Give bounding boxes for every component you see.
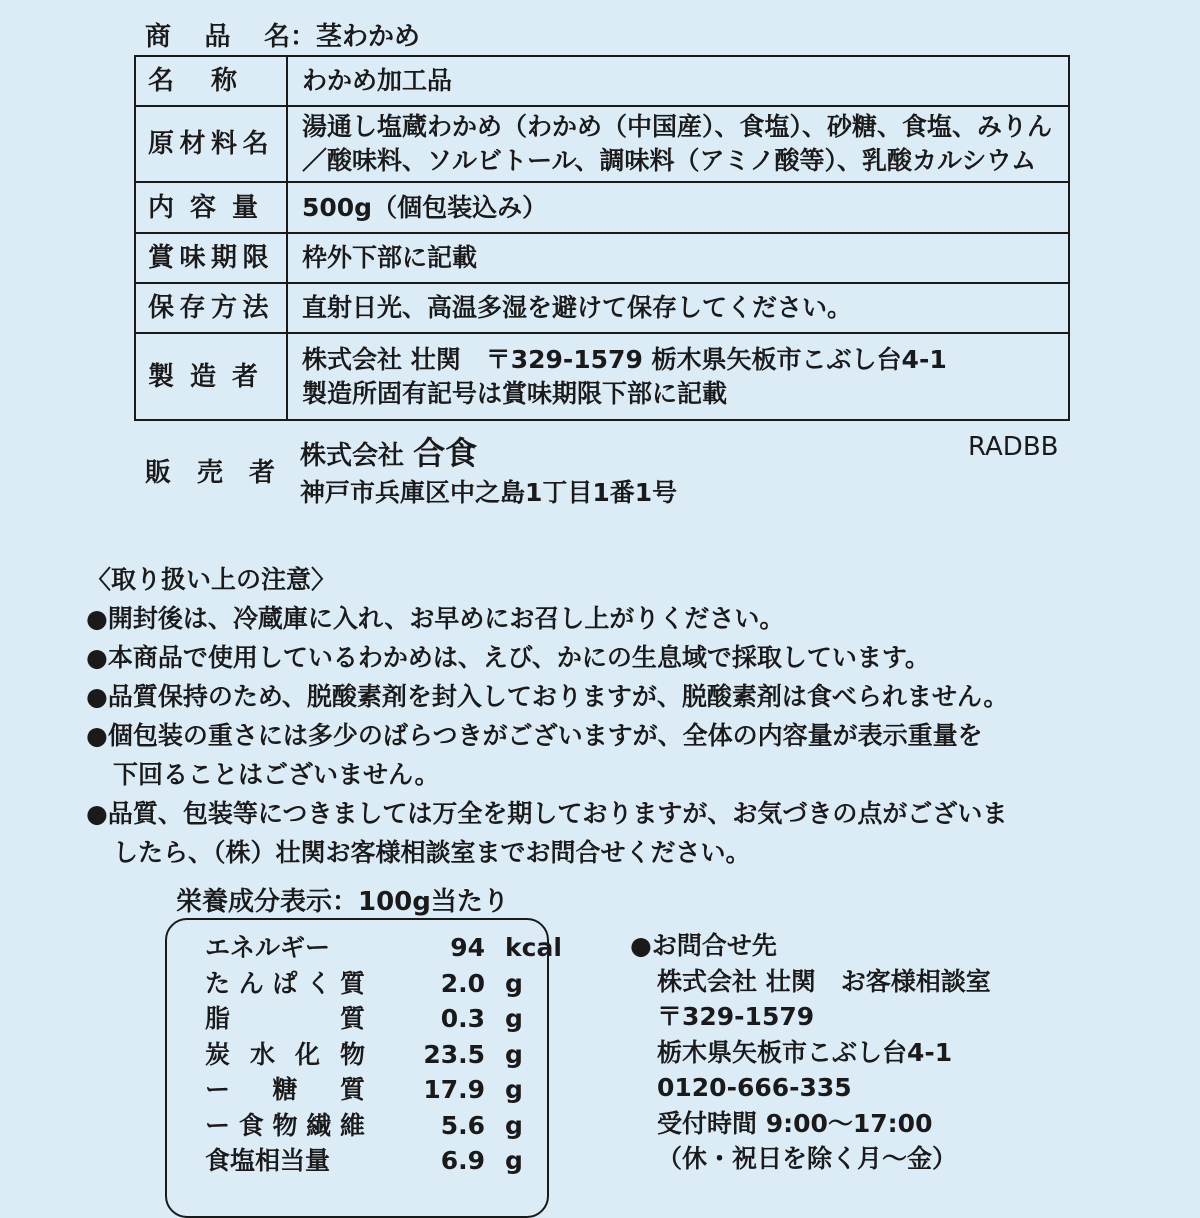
notes-item-line: ●開封後は、冷蔵庫に入れ、お早めにお召し上がりください。: [86, 604, 785, 633]
nutrition-unit: g: [505, 968, 523, 998]
table-value-line: 枠外下部に記載: [302, 243, 478, 272]
seller-company-prefix: 株式会社: [300, 441, 405, 471]
seller-label: 販 売 者: [145, 458, 275, 488]
table-row: [136, 183, 1068, 234]
nutrition-value: 6.9: [440, 1146, 485, 1175]
product-name-value: 茎わかめ: [316, 22, 421, 52]
table-row: [136, 107, 1068, 183]
table-row-value: [302, 107, 1060, 181]
product-name-row: [145, 20, 420, 54]
table-row-value: [302, 57, 1060, 105]
product-name-label: 商 品 名: [145, 22, 290, 52]
table-value-line: 株式会社 壮関 〒329-1579 栃木県矢板市こぶし台4-1: [302, 344, 947, 374]
contact-line: 0120-666-335: [657, 1073, 852, 1102]
table-row-value: [302, 284, 1060, 332]
nutrition-table: [165, 918, 562, 1218]
nutrition-unit: kcal: [505, 933, 562, 962]
table-value-line: 製造所固有記号は賞味期限下部に記載: [302, 378, 728, 408]
table-row-label: 名 称: [136, 57, 288, 105]
nutrition-title: 栄養成分表示：100g当たり: [176, 887, 509, 917]
nutrition-value: 94: [450, 933, 485, 962]
nutrition-value: 17.9: [423, 1075, 485, 1104]
table-value-line: 直射日光、高温多湿を避けて保存してください。: [302, 293, 853, 322]
nutrition-unit: g: [505, 1039, 523, 1069]
contact-line: （休・祝日を除く月～金）: [657, 1144, 958, 1173]
nutrition-value: 5.6: [440, 1110, 485, 1140]
table-row: [136, 334, 1068, 419]
nutrition-unit: g: [505, 1146, 523, 1175]
contact-line: 株式会社 壮関 お客様相談室: [657, 966, 991, 996]
contact-line: 〒329-1579: [657, 1002, 815, 1031]
contact-block: [630, 928, 991, 1177]
nutrition-unit: g: [505, 1004, 523, 1033]
product-name-colon: ：: [290, 22, 317, 52]
label-table: [134, 55, 1070, 421]
table-row-label: 保 存 方 法: [136, 284, 288, 332]
notes-item-line: ●品質保持のため、脱酸素剤を封入しておりますが、脱酸素剤は食べられません。: [86, 682, 1009, 711]
nutrition-label: 脂 質: [205, 1004, 365, 1033]
seller-company-name: 合食: [413, 434, 478, 472]
nutrition-value: 23.5: [423, 1039, 485, 1069]
nutrition-label: 食塩相当量: [205, 1146, 331, 1175]
notes-list: [86, 599, 1008, 872]
lot-code: RADBB: [968, 432, 1059, 462]
table-value-line: 湯通し塩蔵わかめ（わかめ（中国産）、食塩）、砂糖、食塩、みりん: [302, 112, 1053, 141]
table-row: [136, 234, 1068, 284]
handling-notes: [86, 560, 1008, 872]
nutrition-label: ー 糖 質: [205, 1075, 365, 1104]
notes-item-line: 下回ることはございません。: [113, 760, 440, 789]
seller-company: [300, 436, 477, 473]
table-row-label: 賞 味 期 限: [136, 234, 288, 282]
table-value-line: 500g（個包装込み）: [302, 192, 548, 222]
nutrition-label: 炭 水 化 物: [205, 1039, 365, 1069]
nutrition-value: 0.3: [440, 1004, 485, 1033]
table-value-line: ／酸味料、ソルビトール、調味料（アミノ酸等）、乳酸カルシウム: [302, 146, 1037, 175]
contact-title: ●お問合せ先: [630, 931, 777, 960]
table-row-label: 内 容 量: [136, 183, 288, 232]
table-row-label: 製 造 者: [136, 334, 288, 419]
table-row: [136, 284, 1068, 334]
contact-lines: [630, 964, 991, 1177]
nutrition-label: エネルギー: [205, 933, 331, 962]
nutrition-value: 2.0: [440, 968, 485, 998]
table-row-value: [302, 334, 1060, 419]
table-value-line: わかめ加工品: [302, 66, 453, 95]
table-row-value: [302, 183, 1060, 232]
notes-item-line: ●品質、包装等につきましては万全を期しておりますが、お気づきの点がございま: [86, 799, 1008, 828]
notes-item-line: したら、（株）壮関お客様相談室までお問合せください。: [113, 838, 751, 867]
contact-line: 栃木県矢板市こぶし台4-1: [657, 1037, 953, 1067]
nutrition-label: ー 食 物 繊 維: [205, 1110, 365, 1140]
notes-item-line: ●個包装の重さには多少のばらつきがございますが、全体の内容量が表示重量を: [86, 721, 983, 750]
nutrition-unit: g: [505, 1110, 523, 1140]
table-row-value: [302, 234, 1060, 282]
table-row-label: 原 材 料 名: [136, 107, 288, 181]
nutrition-label: た ん ぱ く 質: [205, 968, 365, 998]
notes-item-line: ●本商品で使用しているわかめは、えび、かにの生息域で採取しています。: [86, 643, 930, 672]
nutrition-unit: g: [505, 1075, 523, 1104]
contact-line: 受付時間 9:00～17:00: [657, 1108, 933, 1138]
seller-address: 神戸市兵庫区中之島1丁目1番1号: [300, 478, 678, 507]
table-row: [136, 57, 1068, 107]
notes-title: 〈取り扱い上の注意〉: [86, 565, 337, 594]
